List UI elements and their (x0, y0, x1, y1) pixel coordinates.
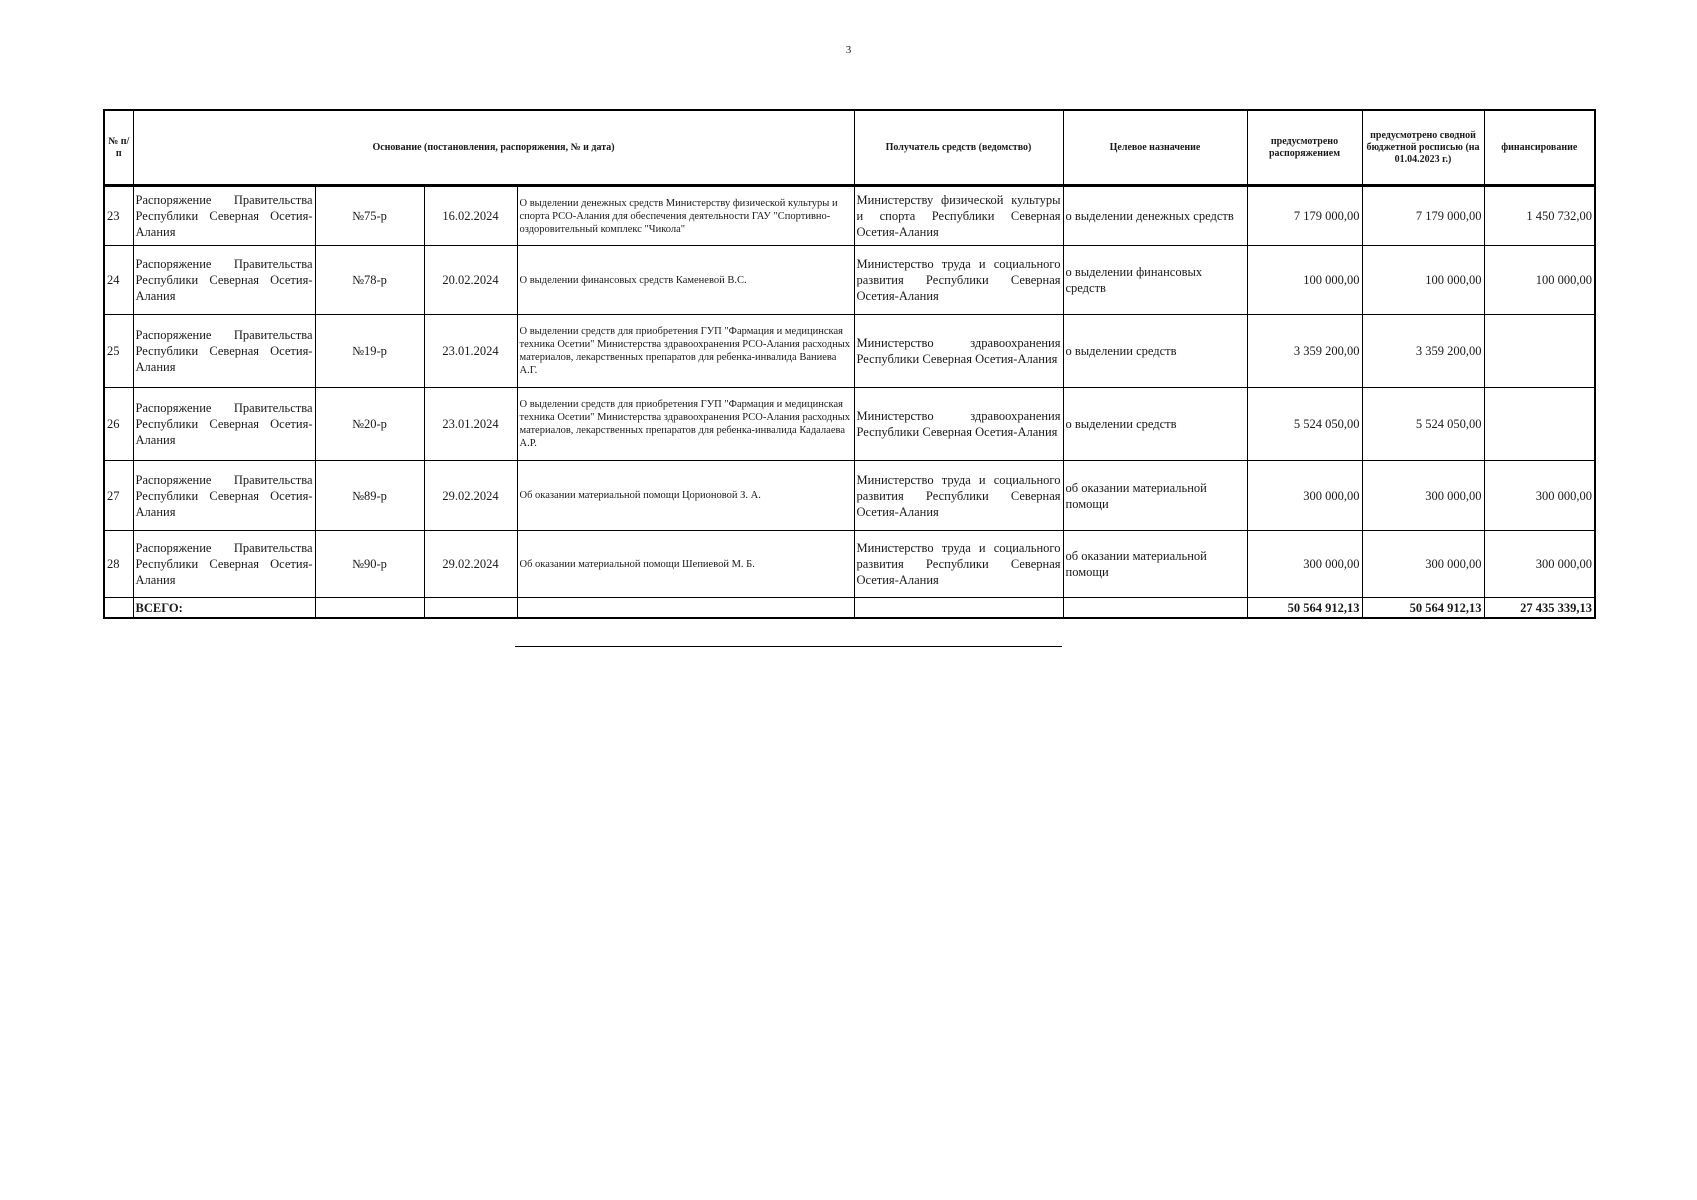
row-date: 29.02.2024 (424, 531, 517, 598)
header-planned: предусмотрено распоряжением (1247, 110, 1362, 186)
row-financing: 300 000,00 (1484, 461, 1595, 531)
total-empty-cell (424, 598, 517, 619)
row-purpose: о выделении денежных средств (1063, 186, 1247, 246)
page-number: 3 (845, 44, 852, 56)
total-num-cell (104, 598, 133, 619)
row-financing: 100 000,00 (1484, 246, 1595, 315)
table-row (104, 388, 1595, 461)
row-issuer: Распоряжение Правительства Республики Северная Осетия-Алания (133, 246, 315, 315)
total-empty-cell (517, 598, 854, 619)
row-num: 27 (104, 461, 133, 531)
total-empty-cell (315, 598, 424, 619)
row-date: 23.01.2024 (424, 315, 517, 388)
appropriations-table (103, 109, 1596, 619)
row-purpose: об оказании материальной помощи (1063, 461, 1247, 531)
row-date: 20.02.2024 (424, 246, 517, 315)
row-planned: 300 000,00 (1247, 531, 1362, 598)
row-doc-number: №19-р (315, 315, 424, 388)
row-recipient: Министерство здравоохранения Республики Северная Осетия-Алания (854, 315, 1063, 388)
row-subject: О выделении средств для приобретения ГУП "Фармация и медицинская техника Осетии" Министерства здравоохранения РСО-Алания расходных материалов, лекарственных препаратов для ребенка-инвалида Кадалаева А.Р. (517, 388, 854, 461)
header-recipient: Получатель средств (ведомство) (854, 110, 1063, 186)
row-budget: 3 359 200,00 (1362, 315, 1484, 388)
row-issuer: Распоряжение Правительства Республики Северная Осетия-Алания (133, 186, 315, 246)
row-doc-number: №75-р (315, 186, 424, 246)
header-budget: предусмотрено сводной бюджетной росписью (на 01.04.2023 г.) (1362, 110, 1484, 186)
row-issuer: Распоряжение Правительства Республики Северная Осетия-Алания (133, 531, 315, 598)
row-num: 23 (104, 186, 133, 246)
header-financing: финансирование (1484, 110, 1595, 186)
row-purpose: об оказании материальной помощи (1063, 531, 1247, 598)
header-purpose: Целевое назначение (1063, 110, 1247, 186)
table-row (104, 461, 1595, 531)
row-date: 29.02.2024 (424, 461, 517, 531)
table-row (104, 186, 1595, 246)
row-planned: 3 359 200,00 (1247, 315, 1362, 388)
row-budget: 300 000,00 (1362, 461, 1484, 531)
row-doc-number: №78-р (315, 246, 424, 315)
row-budget: 7 179 000,00 (1362, 186, 1484, 246)
row-num: 28 (104, 531, 133, 598)
header-basis: Основание (постановления, распоряжения, № и дата) (133, 110, 854, 186)
table-row (104, 246, 1595, 315)
row-purpose: о выделении средств (1063, 388, 1247, 461)
row-financing: 1 450 732,00 (1484, 186, 1595, 246)
row-issuer: Распоряжение Правительства Республики Северная Осетия-Алания (133, 461, 315, 531)
row-num: 25 (104, 315, 133, 388)
table-body (104, 186, 1595, 619)
row-subject: О выделении финансовых средств Каменевой В.С. (517, 246, 854, 315)
row-planned: 100 000,00 (1247, 246, 1362, 315)
row-planned: 5 524 050,00 (1247, 388, 1362, 461)
row-num: 26 (104, 388, 133, 461)
row-planned: 300 000,00 (1247, 461, 1362, 531)
total-budget: 50 564 912,13 (1362, 598, 1484, 619)
total-empty-cell (854, 598, 1063, 619)
row-recipient: Министерство труда и социального развития Республики Северная Осетия-Алания (854, 461, 1063, 531)
row-doc-number: №90-р (315, 531, 424, 598)
row-budget: 5 524 050,00 (1362, 388, 1484, 461)
row-issuer: Распоряжение Правительства Республики Северная Осетия-Алания (133, 315, 315, 388)
row-num: 24 (104, 246, 133, 315)
total-empty-cell (1063, 598, 1247, 619)
table-row (104, 315, 1595, 388)
row-recipient: Министерство здравоохранения Республики Северная Осетия-Алания (854, 388, 1063, 461)
total-planned: 50 564 912,13 (1247, 598, 1362, 619)
row-issuer: Распоряжение Правительства Республики Северная Осетия-Алания (133, 388, 315, 461)
total-financing: 27 435 339,13 (1484, 598, 1595, 619)
row-doc-number: №20-р (315, 388, 424, 461)
row-financing (1484, 315, 1595, 388)
table-header (104, 110, 1595, 186)
row-subject: Об оказании материальной помощи Шепиевой М. Б. (517, 531, 854, 598)
row-recipient: Министерство труда и социального развития Республики Северная Осетия-Алания (854, 246, 1063, 315)
row-budget: 300 000,00 (1362, 531, 1484, 598)
header-num: № п/п (104, 110, 133, 186)
row-purpose: о выделении финансовых средств (1063, 246, 1247, 315)
table-row (104, 531, 1595, 598)
row-doc-number: №89-р (315, 461, 424, 531)
row-date: 23.01.2024 (424, 388, 517, 461)
row-subject: О выделении денежных средств Министерству физической культуры и спорта РСО-Алания для обеспечения деятельности ГАУ "Спортивно-оздоровительный комплекс "Чикола" (517, 186, 854, 246)
row-subject: О выделении средств для приобретения ГУП "Фармация и медицинская техника Осетии" Министерства здравоохранения РСО-Алания расходных материалов, лекарственных препаратов для ребенка-инвалида Ваниева А.Г. (517, 315, 854, 388)
total-label: ВСЕГО: (133, 598, 315, 619)
row-date: 16.02.2024 (424, 186, 517, 246)
row-financing: 300 000,00 (1484, 531, 1595, 598)
row-recipient: Министерству физической культуры и спорта Республики Северная Осетия-Алания (854, 186, 1063, 246)
total-row (104, 598, 1595, 619)
footer-separator-line (515, 646, 1062, 647)
row-purpose: о выделении средств (1063, 315, 1247, 388)
row-recipient: Министерство труда и социального развития Республики Северная Осетия-Алания (854, 531, 1063, 598)
row-subject: Об оказании материальной помощи Цорионовой З. А. (517, 461, 854, 531)
row-planned: 7 179 000,00 (1247, 186, 1362, 246)
row-financing (1484, 388, 1595, 461)
row-budget: 100 000,00 (1362, 246, 1484, 315)
